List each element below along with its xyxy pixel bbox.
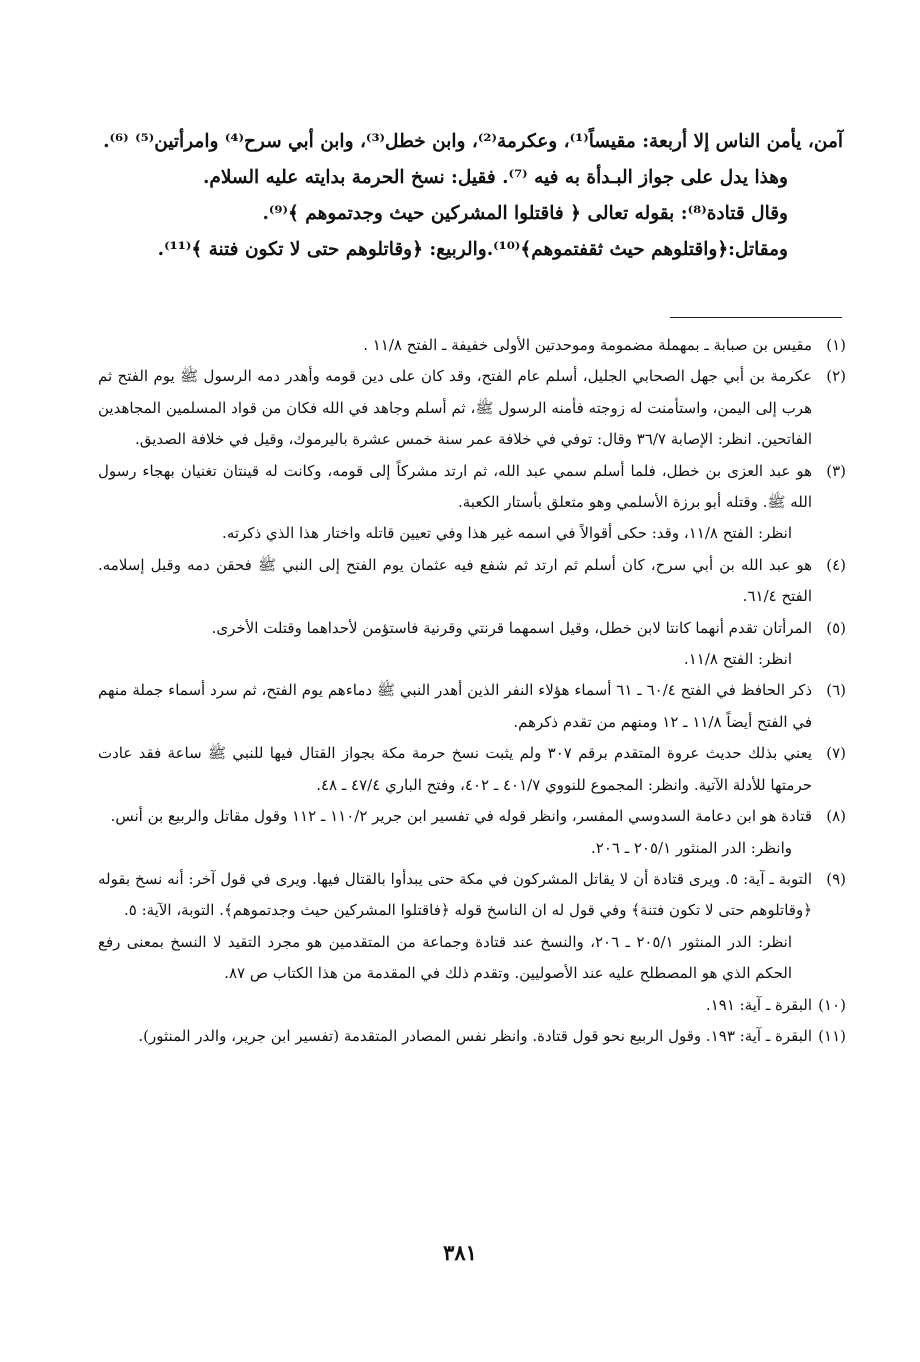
footnote-continuation: انظر: الدر المنثور ٢٠٥/١ ـ ٢٠٦، والنسخ عند قتادة وجماعة من المتقدمين هو مجرد التقيد لا النسخ بمعنى رفع الحكم الذي هو المصطلح عليه عند الأصوليين. وتقدم ذلك في المقدمة من هذا الكتاب ص ٨٧.: [98, 932, 793, 983]
main-line: وقال قتادة⁽⁸⁾: بقوله تعالى ﴿ فاقتلوا المشركين حيث وجدتموهم ﴾⁽⁹⁾.: [262, 203, 788, 224]
footnote-text: البقرة ـ آية: ١٩١.: [705, 995, 812, 1014]
footnotes: [98, 330, 846, 1052]
footnote-separator: [670, 317, 842, 318]
footnote: [98, 550, 846, 613]
main-text: [98, 124, 843, 268]
footnote: [98, 1021, 846, 1052]
footnote-text: المرأتان تقدم أنهما كانتا لابن خطل، وقيل اسمهما قرنتي وقرنية فاستؤمن لأحداهما وقتلت الأخرى.: [211, 618, 812, 637]
footnote-text: يعني بذلك حديث عروة المتقدم برقم ٣٠٧ ولم يثبت نسخ حرمة مكة بجواز القتال فيها للنبي ﷺ ساعة فقد عادت حرمتها للأدلة الآتية. وانظر: المجموع للنووي ٤٠١/٧ ـ ٤٠٢، وفتح الباري ٤٧/٤ ـ ٤٨.: [98, 744, 812, 794]
footnote-number: (٨): [826, 807, 846, 826]
footnote: [98, 738, 846, 801]
footnote-number: (٧): [826, 744, 846, 763]
footnote: [98, 864, 846, 990]
footnote-number: (٣): [826, 461, 846, 480]
footnote-number: (٥): [826, 618, 846, 637]
footnote-number: (١): [826, 336, 846, 354]
footnote: [98, 330, 846, 361]
footnote: [98, 361, 846, 455]
footnote-continuation: وانظر: الدر المنثور ٢٠٥/١ ـ ٢٠٦.: [590, 838, 792, 857]
footnote: [98, 801, 846, 864]
main-line: وهذا يدل على جواز البـدأة به فيه ⁽⁷⁾. فقيل: نسخ الحرمة بدايته عليه السلام.: [202, 167, 788, 188]
footnote-number: (١٠): [818, 995, 846, 1014]
footnote: [98, 990, 846, 1021]
footnote-number: (٩): [826, 869, 846, 888]
footnote-number: (٤): [826, 555, 846, 574]
footnote-text: البقرة ـ آية: ١٩٣. وقول الربيع نحو قول قتادة. وانظر نفس المصادر المتقدمة (تفسير ابن جرير، والدر المنثور).: [138, 1026, 812, 1045]
main-line: ومقاتل:﴿واقتلوهم حيث ثقفتموهم﴾⁽¹⁰⁾.والربيع: ﴿وقاتلوهم حتى لا تكون فتنة ﴾⁽¹¹⁾.: [157, 239, 788, 260]
footnote-text: هو عبد العزى بن خطل، فلما أسلم سمي عبد الله، ثم ارتد مشركاً إلى قومه، وكانت له قينتان تغنيان بهجاء رسول الله ﷺ. وقتله أبو برزة الأسلمي وهو متعلق بأستار الكعبة.: [98, 461, 812, 512]
footnote-text: هو عبد الله بن أبي سرح، كان أسلم ثم ارتد ثم شفع فيه عثمان يوم الفتح إلى النبي ﷺ فحقن دمه وقبل إسلامه. الفتح ٦١/٤.: [98, 555, 812, 606]
page-number: ٣٨١: [443, 1240, 477, 1265]
footnote: [98, 456, 846, 550]
footnote-number: (٦): [826, 681, 846, 700]
footnote-text: عكرمة بن أبي جهل الصحابي الجليل، أسلم عام الفتح، وقد كان على دين قومه وأهدر دمه الرسول ﷺ يوم الفتح ثم هرب إلى اليمن، واستأمنت له زوجته فأمنه الرسول ﷺ، ثم أسلم وجاهد في الله فكان من قواد المسلمين المجاهدين الفاتحين. انظر: الإصابة ٣٦/٧ وقال: توفي في خلافة عمر سنة خمس عشرة باليرموك، وقيل في خلافة الصديق.: [98, 367, 812, 449]
footnote: [98, 613, 846, 676]
footnote-number: (٢): [826, 367, 846, 386]
footnote-continuation: انظر: الفتح ١١/٨، وقد: حكى أقوالاً في اسمه غير هذا وفي تعيين قاتله واختار هذا الذي ذكرته.: [222, 524, 792, 543]
footnote-text: مقيس بن صبابة ـ بمهملة مضمومة وموحدتين الأولى خفيفة ـ الفتح ١١/٨ .: [363, 336, 812, 354]
footnote-text: قتادة هو ابن دعامة السدوسي المفسر، وانظر قوله في تفسير ابن جرير ١١٠/٢ ـ ١١٢ وقول مقاتل والربيع بن أنس.: [110, 807, 812, 826]
footnote-continuation: انظر: الفتح ١١/٨.: [683, 650, 792, 669]
main-line: آمن، يأمن الناس إلا أربعة: مقيساً⁽¹⁾، وعكرمة⁽²⁾، وابن خطل⁽³⁾، وابن أبي سرح⁽⁴⁾ وامرأتين⁽⁵⁾ ⁽⁶⁾.: [103, 131, 843, 152]
footnote-number: (١١): [818, 1026, 846, 1045]
footnote-text: التوبة ـ آية: ٥. ويرى قتادة أن لا يقاتل المشركون في مكة حتى يبدأوا بالقتال فيها. ويرى في قول آخر: أنه نسخ بقوله ﴿وقاتلوهم حتى لا تكون فتنة﴾ وفي قول له ان الناسخ قوله ﴿فاقتلوا المشركين حيث وجدتموهم﴾. التوبة، الآية: ٥.: [98, 869, 812, 920]
footnote-text: ذكر الحافظ في الفتح ٦٠/٤ ـ ٦١ أسماء هؤلاء النفر الذين أهدر النبي ﷺ دماءهم يوم الفتح، ثم سرد أسماء جملة منهم في الفتح أيضاً ١١/٨ ـ ١٢ ومنهم من تقدم ذكرهم.: [98, 681, 813, 731]
footnote: [98, 675, 846, 738]
